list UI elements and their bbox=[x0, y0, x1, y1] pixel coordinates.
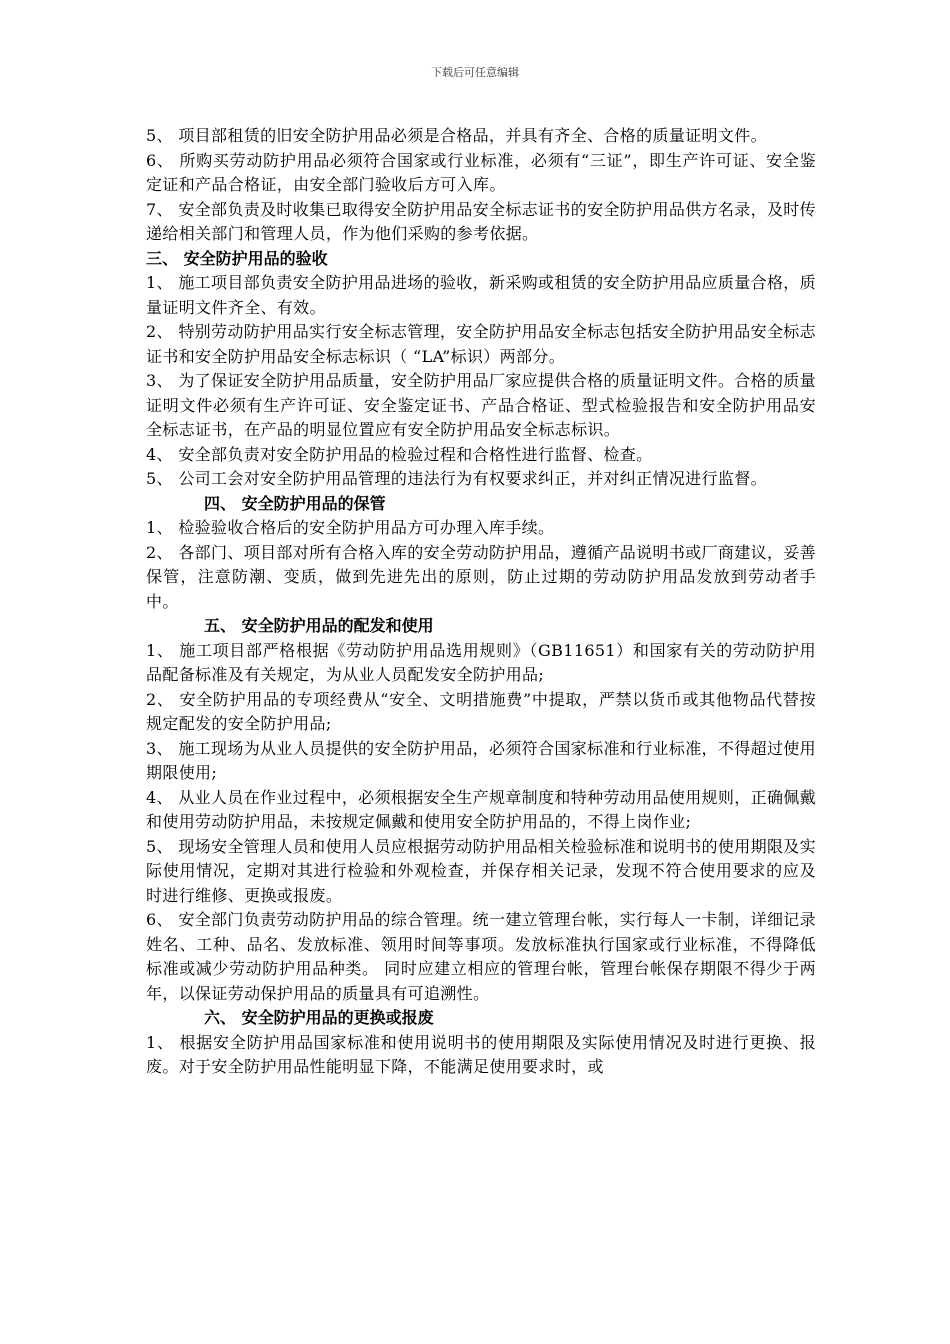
paragraph: 5、 项目部租赁的旧安全防护用品必须是合格品，并具有齐全、合格的质量证明文件。 bbox=[146, 126, 767, 145]
paragraph: 7、 安全部负责及时收集已取得安全防护用品安全标志证书的安全防护用品供方名录，及时传递给相关部门和管理人员，作为他们采购的参考依据。 bbox=[146, 199, 816, 243]
paragraph: 5、 现场安全管理人员和使用人员应根据劳动防护用品相关检验标准和说明书的使用期限及实际使用情况，定期对其进行检验和外观检查，并保存相关记录，发现不符合使用要求的应及时进行维修、更换或报废。 bbox=[146, 836, 816, 905]
section-heading: 六、 安全防护用品的更换或报废 bbox=[204, 1008, 434, 1027]
section-heading: 五、 安全防护用品的配发和使用 bbox=[204, 616, 434, 635]
paragraph: 5、 公司工会对安全防护用品管理的违法行为有权要求纠正，并对纠正情况进行监督。 bbox=[146, 469, 767, 488]
paragraph: 4、 安全部负责对安全防护用品的检验过程和合格性进行监督、检查。 bbox=[146, 444, 653, 464]
paragraph: 1、 检验验收合格后的安全防护用品方可办理入库手续。 bbox=[146, 518, 555, 537]
section-heading: 三、 安全防护用品的验收 bbox=[146, 248, 328, 268]
paragraph: 2、 各部门、项目部对所有合格入库的安全劳动防护用品，遵循产品说明书或厂商建议，妥善保管，注意防潮、变质，做到先进先出的原则，防止过期的劳动防护用品发放到劳动者手中。 bbox=[146, 542, 816, 611]
paragraph: 6、 安全部门负责劳动防护用品的综合管理。统一建立管理台帐，实行每人一卡制，详细记录姓名、工种、品名、发放标准、领用时间等事项。发放标准执行国家或行业标准，不得降低标准或减少劳动防护用品种类。 同时应建立相应的管理台帐，管理台帐保存期限不得少于两年，以保证劳动保护用品的质量具有可追溯性。 bbox=[146, 910, 816, 1003]
paragraph: 1、 根据安全防护用品国家标准和使用说明书的使用期限及实际使用情况及时进行更换、报废。对于安全防护用品性能明显下降，不能满足使用要求时，或 bbox=[146, 1032, 816, 1076]
paragraph: 3、 为了保证安全防护用品质量，安全防护用品厂家应提供合格的质量证明文件。合格的质量证明文件必须有生产许可证、安全鉴定证书、产品合格证、型式检验报告和安全防护用品安全标志证书，在产品的明显位置应有安全防护用品安全标志标识。 bbox=[146, 371, 816, 439]
paragraph: 1、 施工项目部负责安全防护用品进场的验收，新采购或租赁的安全防护用品应质量合格，质量证明文件齐全、有效。 bbox=[146, 273, 816, 317]
paragraph: 2、 特别劳动防护用品实行安全标志管理，安全防护用品安全标志包括安全防护用品安全标志证书和安全防护用品安全标志标识（ “LA”标识）两部分。 bbox=[146, 322, 816, 366]
document-body bbox=[146, 124, 816, 1080]
paragraph: 1、 施工项目部严格根据《劳动防护用品选用规则》（GB11651）和国家有关的劳动防护用品配备标准及有关规定，为从业人员配发安全防护用品; bbox=[146, 640, 816, 684]
section-heading: 四、 安全防护用品的保管 bbox=[204, 493, 386, 513]
page-header: 下载后可任意编辑 bbox=[431, 66, 519, 79]
paragraph: 2、 安全防护用品的专项经费从“安全、文明措施费”中提取，严禁以货币或其他物品代替按规定配发的安全防护用品; bbox=[146, 689, 816, 733]
paragraph: 3、 施工现场为从业人员提供的安全防护用品，必须符合国家标准和行业标准，不得超过使用期限使用; bbox=[146, 738, 816, 782]
paragraph: 4、 从业人员在作业过程中，必须根据安全生产规章制度和特种劳动用品使用规则，正确佩戴和使用劳动防护用品，未按规定佩戴和使用安全防护用品的，不得上岗作业; bbox=[146, 787, 816, 831]
paragraph: 6、 所购买劳动防护用品必须符合国家或行业标准，必须有“三证”，即生产许可证、安全鉴定证和产品合格证，由安全部门验收后方可入库。 bbox=[146, 150, 816, 194]
